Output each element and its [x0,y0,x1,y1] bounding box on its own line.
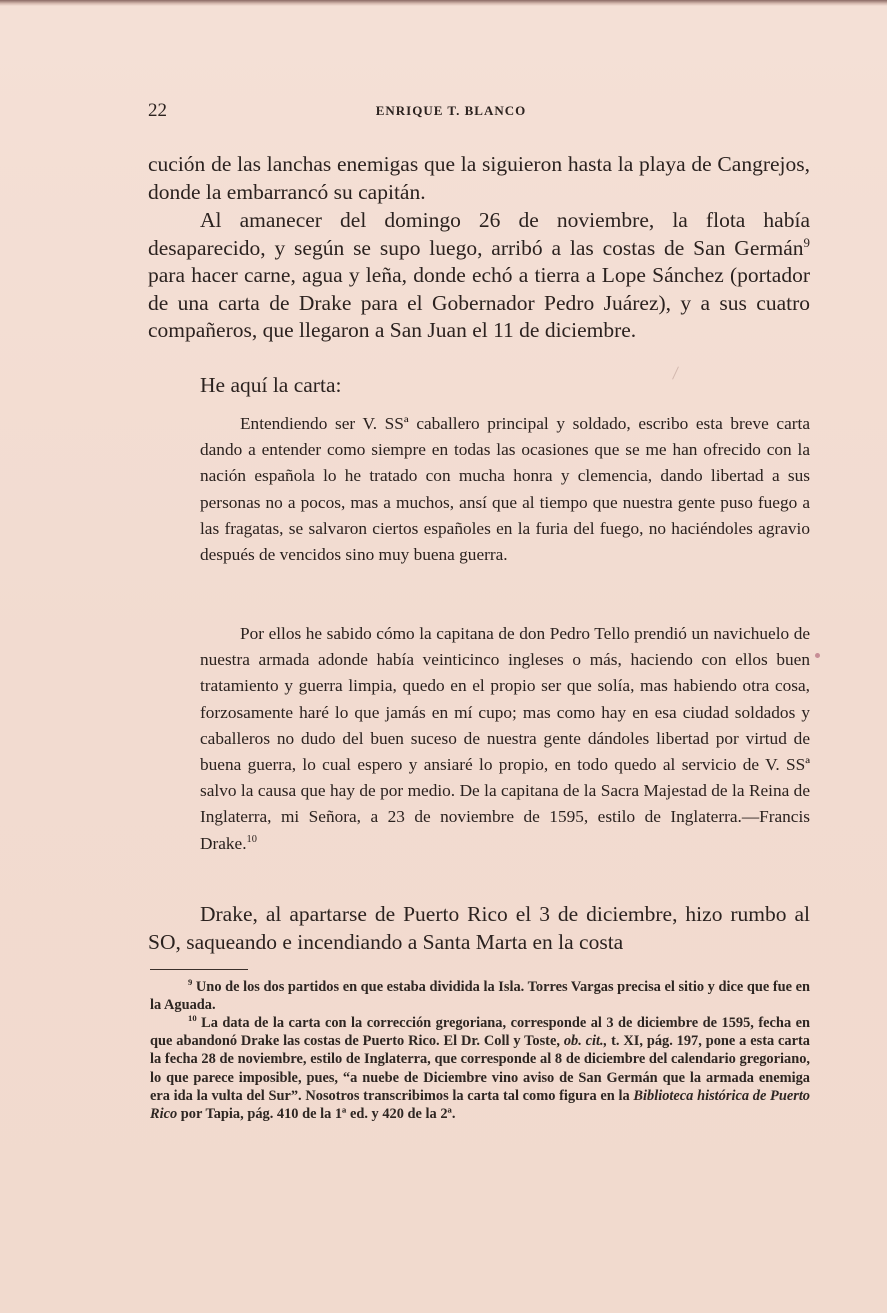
footnote-9 [150,978,810,1014]
paragraph-drake: Drake, al apartarse de Puerto Rico el 3 de diciembre, hizo rumbo al SO, saqueando e incendiando a Santa Marta en la costa [148,902,810,954]
footnote-10-ob-cit: ob. cit., [563,1033,608,1050]
page-number: 22 [148,100,167,121]
letter-paragraph-2-text: Por ellos he sabido cómo la capitana de don Pedro Tello prendió un navichuelo de nuestra armada adonde había veinticinco ingleses o más, haciendo con ellos buen tratamiento y guerra limpia, quedo en el propio ser que solía, mas habiendo otra cosa, forzosamente haré lo que jamás en mí cupo; mas como hay en esa ciudad soldados y caballeros no dudo del buen suceso de nuestra gente dándoles libertad por virtud de buena guerra, lo cual espero y ansiaré lo propio, en todo quedo al servicio de V. SSª salvo la causa que hay de por medio. De la capitana de la Sacra Majestad de la Reina de Inglaterra, mi Señora, a 23 de noviembre de 1595, estilo de Inglaterra.—Francis Drake. [200,624,810,853]
page-top-edge [0,0,887,6]
letter-paragraph-1: Entendiendo ser V. SSª caballero principal y soldado, escribo esta breve carta dando a entender como siempre en todas las ocasiones que se me han ofrecido con la nación española lo he tratado con mucha honra y clemencia, dando libertad a sus personas no a pocos, mas a muchos, ansí que al tiempo que nuestra gente puso fuego a las fragatas, se salvaron ciertos españoles en la furia del fuego, no haciéndoles agravio después de vencidos sino muy buena guerra. [200,414,810,565]
paragraph-continuation: cución de las lanchas enemigas que la siguieron hasta la playa de Cangrejos, donde la embarrancó su capitán. [148,152,810,204]
letter-paragraph-2 [200,621,810,857]
footnote-separator [150,969,248,970]
footnote-10-text-c: por Tapia, pág. 410 de la 1ª ed. y 420 de la 2ª. [177,1106,456,1123]
page-header [148,100,754,124]
ink-speck [815,653,820,658]
footnote-9-text: Uno de los dos partidos en que estaba dividida la Isla. Torres Vargas precisa el sitio y dice que fue en la Aguada. [150,979,810,1014]
paragraph-amanecer-text-b: para hacer carne, agua y leña, donde echó a tierra a Lope Sánchez (portador de una carta de Drake para el Gobernador Pedro Juárez), y a sus cuatro compañeros, que llegaron a San Juan el 11 de diciembre. [148,263,810,342]
paragraph-he-aqui: He aquí la carta: [200,373,342,397]
running-head: ENRIQUE T. BLANCO [375,103,527,118]
paragraph-amanecer-text-a: Al amanecer del domingo 26 de noviembre, la flota había desaparecido, y según se supo luego, arribó a las costas de San Germán [148,208,810,260]
footnote-10-book-title: Biblioteca histórica de Puerto Rico [150,1087,811,1123]
footnote-10-text-b: t. XI, pág. 197, pone a esta carta la fecha 28 de noviembre, estilo de Inglaterra, que corresponde al 8 de diciembre del calendario gregoriano, lo que parece imposible, pues, “a nuebe de Diciembre vino aviso de San Germán que la armada enemiga era ida la vulta del Sur”. Nosotros transcribimos la carta tal como figura en la [150,1033,811,1104]
footnote-ref-9: 9 [803,235,810,250]
footnote-9-number: 9 [188,977,193,988]
footnote-10-number: 10 [188,1013,197,1024]
footnote-ref-10: 10 [246,833,257,845]
footnote-10 [150,1014,810,1123]
footnote-10-text-a: La data de la carta con la corrección gregoriana, corresponde al 3 de diciembre de 1595, fecha en que abandonó Drake las costas de Puerto Rico. El Dr. Coll y Toste, [150,1015,810,1050]
paragraph-amanecer [148,207,810,345]
